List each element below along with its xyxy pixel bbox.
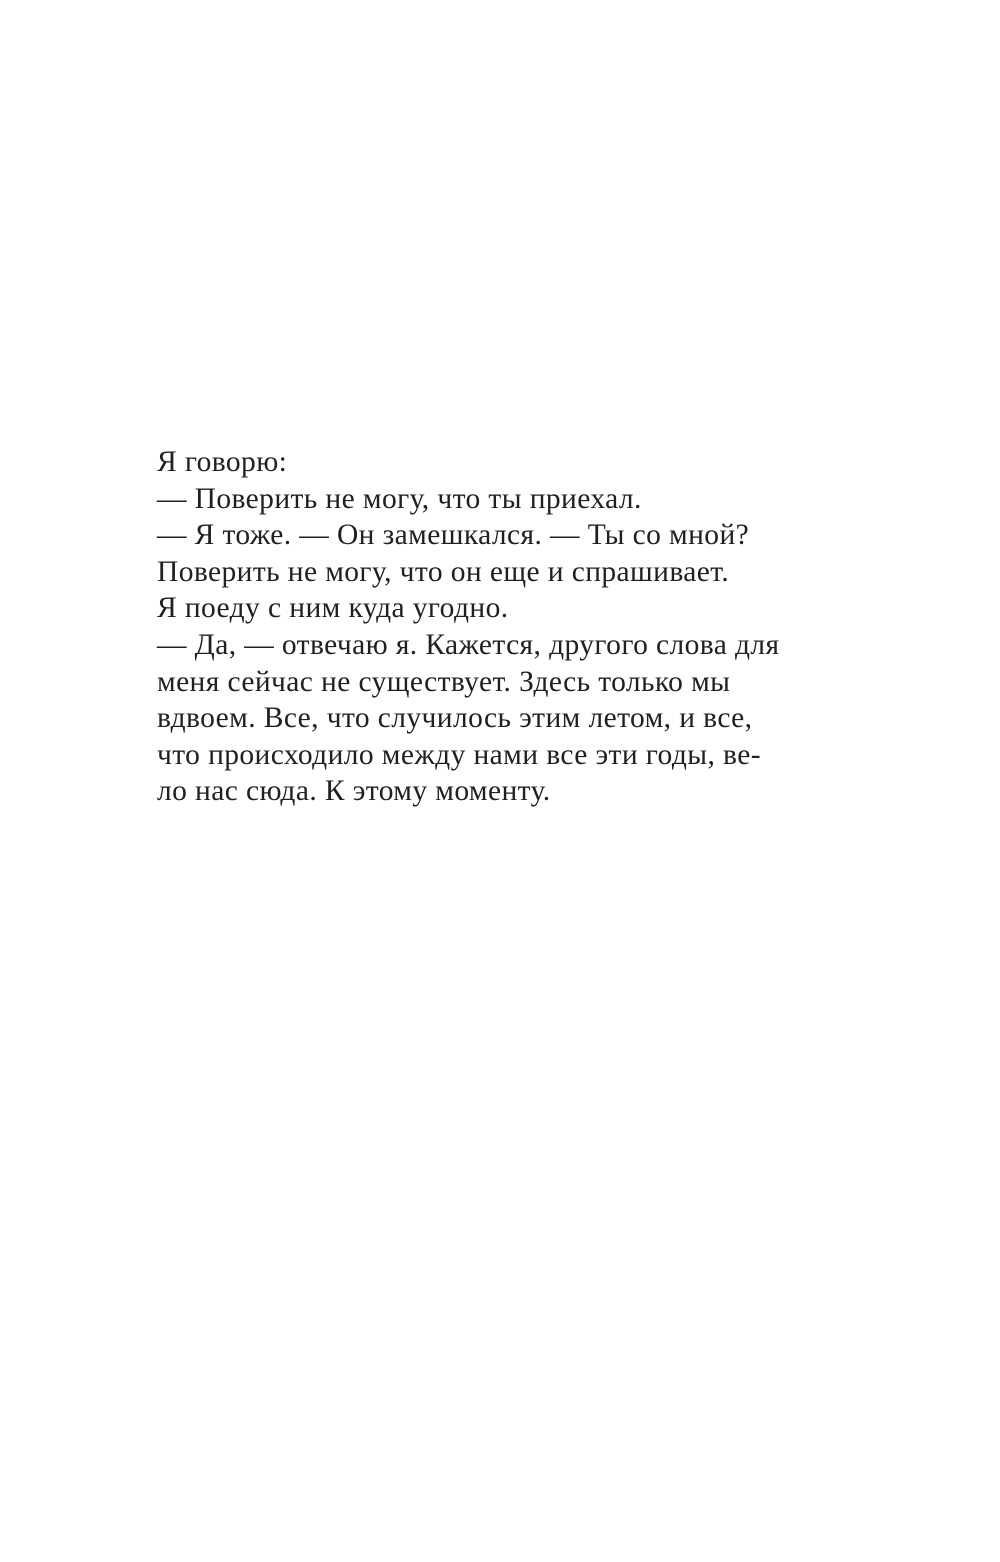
text-line: — Поверить не могу, что ты приехал. [157, 482, 642, 515]
text-line: — Да, — отвечаю я. Кажется, другого слова для [157, 628, 780, 661]
text-line: Я поеду с ним куда угодно. [157, 592, 509, 625]
text-line: Поверить не могу, что он еще и спрашивает. [157, 555, 730, 588]
text-line: вдвоем. Все, что случилось этим летом, и все, [157, 702, 753, 735]
text-line: меня сейчас не существует. Здесь только мы [157, 665, 731, 698]
text-line: что происходило между нами все эти годы, ве- [157, 738, 761, 771]
text-line: ло нас сюда. К этому моменту. [157, 775, 551, 808]
body-text [157, 444, 857, 810]
text-line: — Я тоже. — Он замешкался. — Ты со мной? [157, 519, 750, 552]
text-line: Я говорю: [157, 446, 288, 478]
